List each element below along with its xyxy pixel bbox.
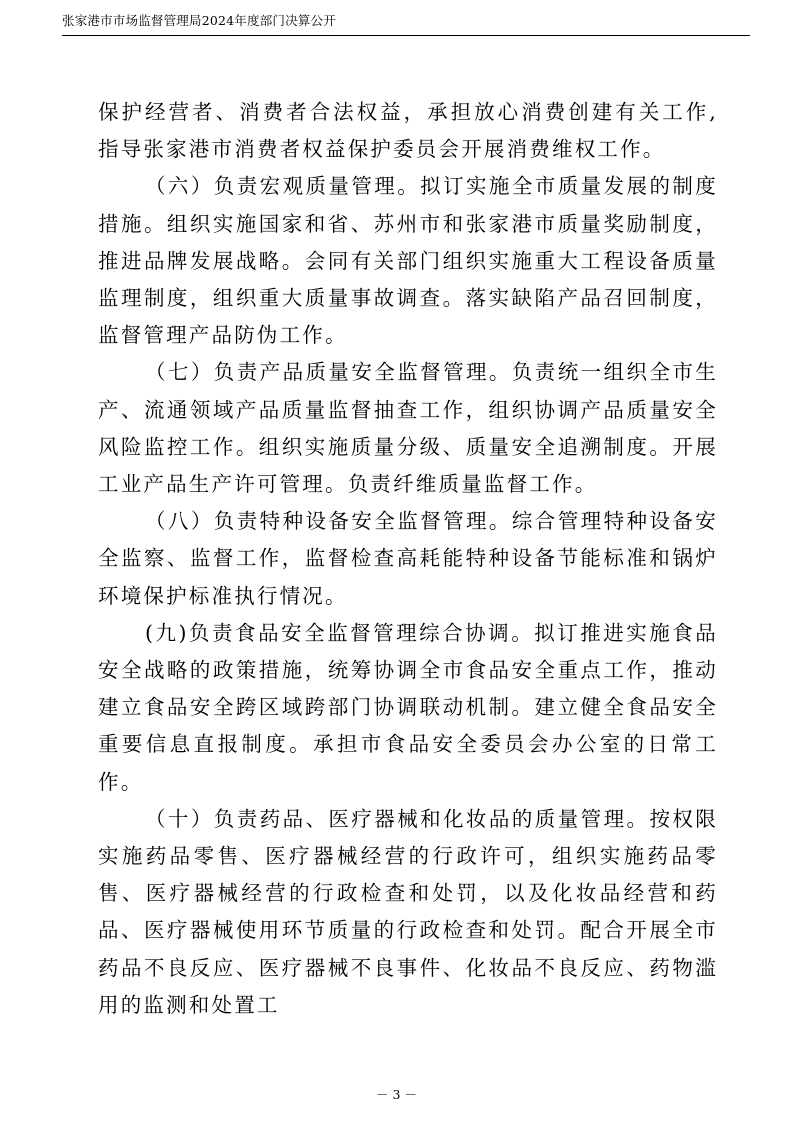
header-title: 张家港市市场监督管理局2024年度部门决算公开 [62,13,336,28]
page-number: － 3 － [376,1087,417,1102]
paragraph-1: 保护经营者、消费者合法权益，承担放心消费创建有关工作,指导张家港市消费者权益保护委员会开展消费维权工作。 [98,100,718,162]
page-header [62,8,750,36]
paragraph-3: （七）负责产品质量安全监督管理。负责统一组织全市生产、流通领域产品质量监督抽查工作，组织协调产品质量安全风险监控工作。组织实施质量分级、质量安全追溯制度。开展工业产品生产许可管理。负责纤维质量监督工作。 [98,360,718,497]
paragraph-6: （十）负责药品、医疗器械和化妆品的质量管理。按权限实施药品零售、医疗器械经营的行政许可，组织实施药品零售、医疗器械经营的行政检查和处罚，以及化妆品经营和药品、医疗器械使用环节质量的行政检查和处罚。配合开展全市药品不良反应、医疗器械不良事件、化妆品不良反应、药物滥用的监测和处置工 [98,806,718,1017]
paragraph-2: （六）负责宏观质量管理。拟订实施全市质量发展的制度措施。组织实施国家和省、苏州市和张家港市质量奖励制度，推进品牌发展战略。会同有关部门组织实施重大工程设备质量监理制度，组织重大质量事故调查。落实缺陷产品召回制度，监督管理产品防伪工作。 [98,174,718,348]
paragraph-5: (九)负责食品安全监督管理综合协调。拟订推进实施食品安全战略的政策措施，统筹协调全市食品安全重点工作，推动建立食品安全跨区域跨部门协调联动机制。建立健全食品安全重要信息直报制度。承担市食品安全委员会办公室的日常工作。 [98,620,718,794]
document-body [98,94,718,1024]
paragraph-4: （八）负责特种设备安全监督管理。综合管理特种设备安全监察、监督工作，监督检查高耗能特种设备节能标准和锅炉环境保护标准执行情况。 [98,509,718,608]
